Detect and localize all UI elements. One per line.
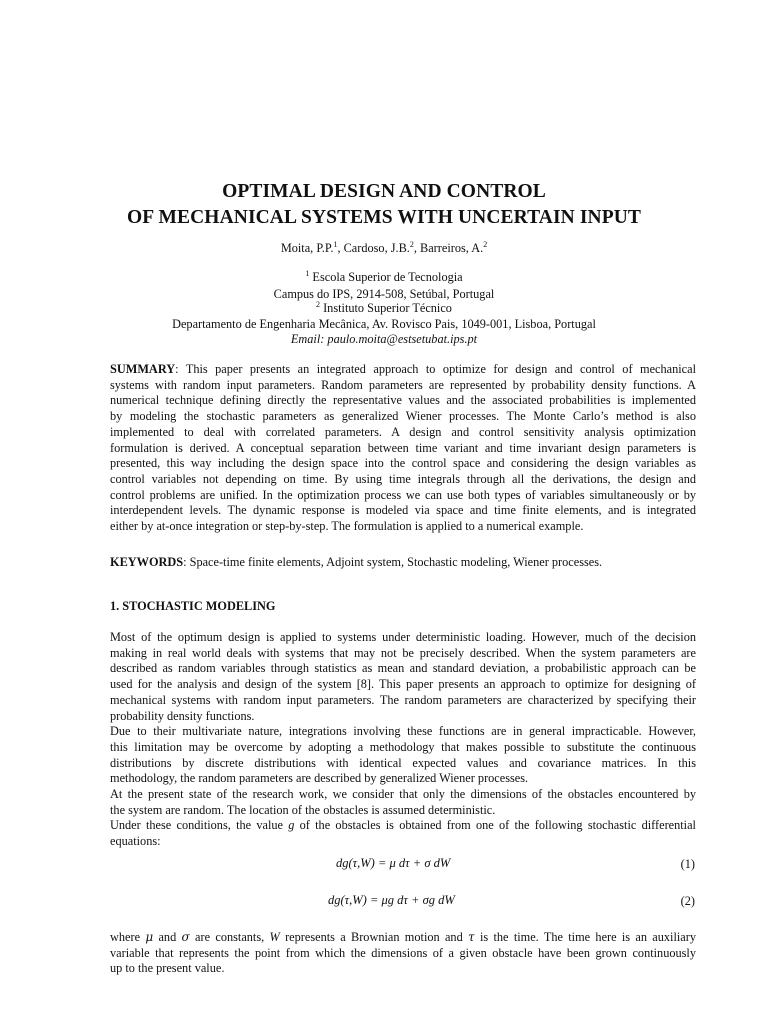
affiliation-1-address: Campus do IPS, 2914-508, Setúbal, Portugal	[273, 287, 495, 301]
author-moita: Moita, P.P.	[280, 241, 334, 255]
affiliation-1-institution	[0, 270, 768, 285]
paper-title-line-2: OF MECHANICAL SYSTEMS WITH UNCERTAIN INPUT	[126, 207, 642, 228]
body-line: At the present state of the research work, we consider that only the dimensions of the obstacles encountered by	[110, 787, 696, 802]
text-span: where	[110, 930, 146, 944]
author-barreiros: , Barreiros, A.	[413, 241, 484, 255]
body-line: probability density functions.	[110, 708, 255, 723]
body-line: making in real world deals with systems that may not be precisely described. When the system parameters are	[110, 645, 696, 660]
math-symbol-tau: τ	[468, 930, 475, 944]
summary-line: interdependent levels. The dynamic response is modeled via space and time finite elements, and is integrated	[110, 503, 696, 518]
math-symbol-mu: μ	[145, 930, 154, 944]
summary-text: : This paper presents an integrated approach to optimize for design and control of mechanical	[175, 362, 696, 376]
summary-label: SUMMARY	[110, 362, 176, 376]
author-cardoso: , Cardoso, J.B.	[337, 241, 410, 255]
text-span: of the obstacles is obtained from one of the following stochastic differential	[294, 818, 696, 833]
body-line: variable that represents the point from which the dimensions of a given obstacle have been grown continuously	[110, 945, 696, 960]
body-line: mechanical systems with random input parameters. The random parameters are characterized by specifying their	[110, 692, 696, 707]
summary-line: implemented to deal with correlated parameters. A design and control sensitivity analysis optimization	[110, 424, 696, 439]
body-line: Most of the optimum design is applied to systems under deterministic loading. However, much of the decision	[110, 630, 696, 644]
keywords-label: KEYWORDS	[110, 555, 184, 569]
paper-title-line-1: OPTIMAL DESIGN AND CONTROL	[222, 181, 546, 202]
author-list	[0, 241, 768, 256]
body-line: described as random variables through statistics as mean and standard deviation, a probabilistic approach can be	[110, 661, 696, 676]
text-span: represents a Brownian motion and	[279, 930, 469, 944]
author-cardoso-affiliation: 2	[409, 240, 414, 249]
body-line: used for the analysis and design of the system [8]. This paper presents an approach to optimize for designing of	[110, 677, 696, 692]
summary-paragraph	[110, 362, 696, 535]
math-variable-w: W	[269, 930, 280, 944]
equation-1: dg(τ,W) = μ dτ + σ dW	[336, 856, 451, 870]
affiliation-2-address: Departamento de Engenharia Mecânica, Av. Rovisco Pais, 1049-001, Lisboa, Portugal	[172, 317, 596, 331]
body-line	[110, 818, 696, 834]
body-line: equations:	[110, 834, 161, 849]
section-1-paragraph-1	[110, 630, 696, 850]
keywords-text: : Space-time finite elements, Adjoint system, Stochastic modeling, Wiener processes.	[183, 555, 603, 569]
summary-line: control variables not depending on time. By using time integrals through all the derivations, the design and	[110, 471, 696, 486]
summary-line: presented, this way including the design space into the control space and considering the design variables as	[110, 456, 696, 471]
affiliation-1-name: Escola Superior de Tecnologia	[309, 270, 463, 284]
summary-line: numerical technique defining directly the representative values and the associated probabilities is implemented	[110, 393, 696, 408]
author-barreiros-affiliation: 2	[483, 240, 488, 249]
body-line: Due to their multivariate nature, integrations involving these functions are in general impracticable. However,	[110, 724, 696, 739]
body-line: the system are random. The location of the obstacles is assumed deterministic.	[110, 802, 496, 817]
body-line: up to the present value.	[110, 961, 225, 976]
affiliation-2-marker: 2	[316, 300, 321, 309]
body-line: methodology, the random parameters are described by generalized Wiener processes.	[110, 771, 529, 786]
text-span: are constants,	[189, 930, 270, 944]
affiliation-2-name: Instituto Superior Técnico	[320, 301, 452, 315]
section-1-heading: 1. STOCHASTIC MODELING	[110, 599, 276, 613]
summary-line: formulation is derived. A conceptual separation between time variant and time invariant design parameters is	[110, 440, 696, 455]
text-span: and	[153, 930, 182, 944]
body-line	[110, 930, 696, 946]
math-symbol-sigma: σ	[181, 930, 190, 944]
body-line: this limitation may be overcome by adopting a methodology that makes possible to substitute the continuous	[110, 739, 696, 754]
summary-line: systems with random input parameters. Random parameters are represented by probability density functions. A	[110, 377, 696, 392]
keywords-line	[110, 555, 696, 571]
affiliation-2-institution	[0, 301, 768, 316]
summary-line	[110, 362, 696, 378]
affiliation-1-marker: 1	[305, 269, 310, 278]
math-variable-g: g	[288, 818, 295, 833]
contact-email: Email: paulo.moita@estsetubat.ips.pt	[290, 332, 478, 346]
author-moita-affiliation: 1	[333, 240, 338, 249]
equation-2: dg(τ,W) = μg dτ + σg dW	[328, 893, 455, 907]
summary-line: control problems are unified. In the optimization process we can use both types of variables simultaneously or by	[110, 487, 696, 502]
summary-line: by modeling the stochastic parameters as generalized Wiener processes. The Monte Carlo’s method is also	[110, 409, 696, 424]
equation-1-number: (1)	[680, 857, 695, 871]
body-line: distributions by discrete distributions with identical expected values and covariance matrices. In this	[110, 755, 696, 770]
section-1-paragraph-where	[110, 930, 696, 977]
summary-line: either by at-once integration or step-by-step. The formulation is applied to a numerical example.	[110, 519, 584, 534]
equation-2-number: (2)	[680, 894, 695, 908]
text-span: is the time. The time here is an auxiliary	[474, 930, 697, 944]
text-span: Under these conditions, the value	[110, 818, 289, 833]
